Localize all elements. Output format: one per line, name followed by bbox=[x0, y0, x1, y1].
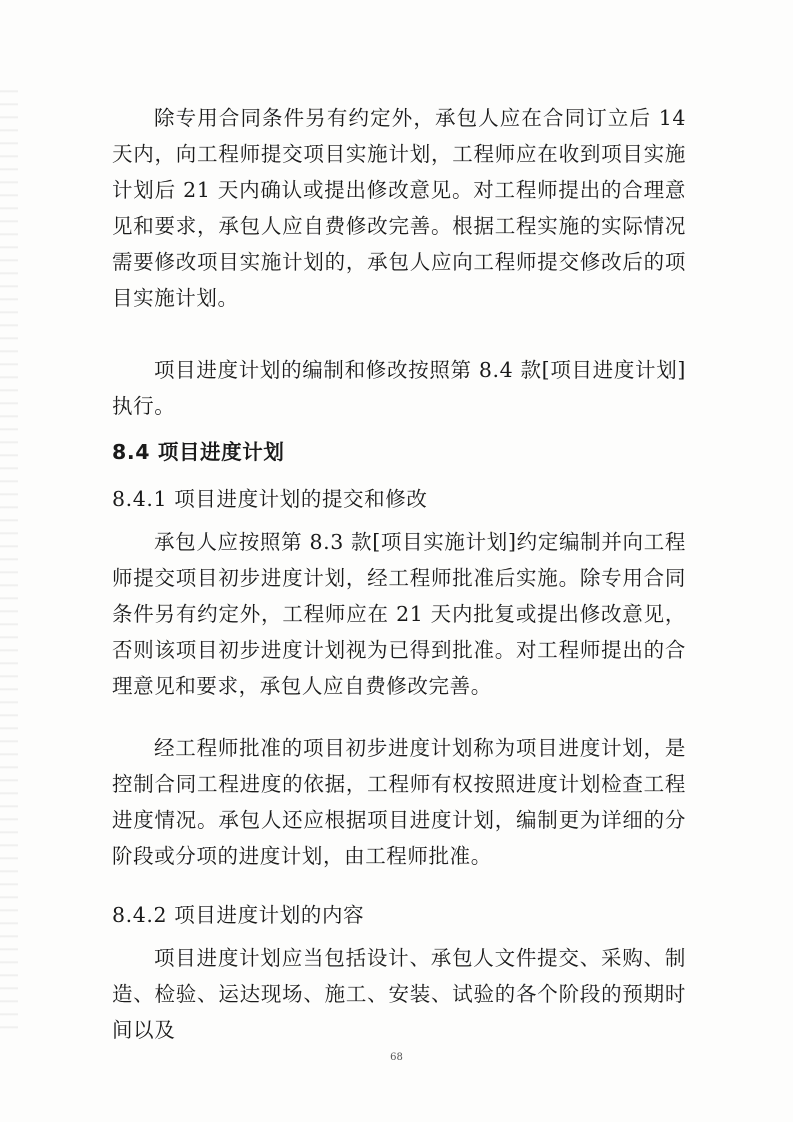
scan-edge-artifact bbox=[0, 80, 18, 1030]
section-heading-8-4: 8.4 项目进度计划 bbox=[112, 440, 285, 464]
paragraph-schedule-reference: 项目进度计划的编制和修改按照第 8.4 款[项目进度计划]执行。 bbox=[112, 358, 686, 418]
subsection-heading-8-4-1: 8.4.1 项目进度计划的提交和修改 bbox=[112, 487, 428, 511]
paragraph-approved-schedule: 经工程师批准的项目初步进度计划称为项目进度计划，是控制合同工程进度的依据，工程师有权按照进度计划检查工程进度情况。承包人还应根据项目进度计划，编制更为详细的分阶段或分项的进度计划，由工程师批准。 bbox=[112, 736, 686, 868]
paragraph-schedule-content: 项目进度计划应当包括设计、承包人文件提交、采购、制造、检验、运达现场、施工、安装、试验的各个阶段的预期时间以及 bbox=[112, 946, 686, 1042]
page-number: 68 bbox=[390, 1052, 403, 1063]
subsection-heading-8-4-2: 8.4.2 项目进度计划的内容 bbox=[112, 903, 365, 927]
paragraph-submission: 承包人应按照第 8.3 款[项目实施计划]约定编制并向工程师提交项目初步进度计划，经工程师批准后实施。除专用合同条件另有约定外，工程师应在 21 天内批复或提出修改意见，否则该项目初步进度计划视为已得到批准。对工程师提出的合理意见和要求，承包人应自费修改完善。 bbox=[112, 530, 686, 698]
paragraph-implementation-plan: 除专用合同条件另有约定外，承包人应在合同订立后 14 天内，向工程师提交项目实施计划，工程师应在收到项目实施计划后 21 天内确认或提出修改意见。对工程师提出的合理意见和要求，承包人应自费修改完善。根据工程实施的实际情况需要修改项目实施计划的，承包人应向工程师提交修改后的项目实施计划。 bbox=[112, 106, 686, 310]
